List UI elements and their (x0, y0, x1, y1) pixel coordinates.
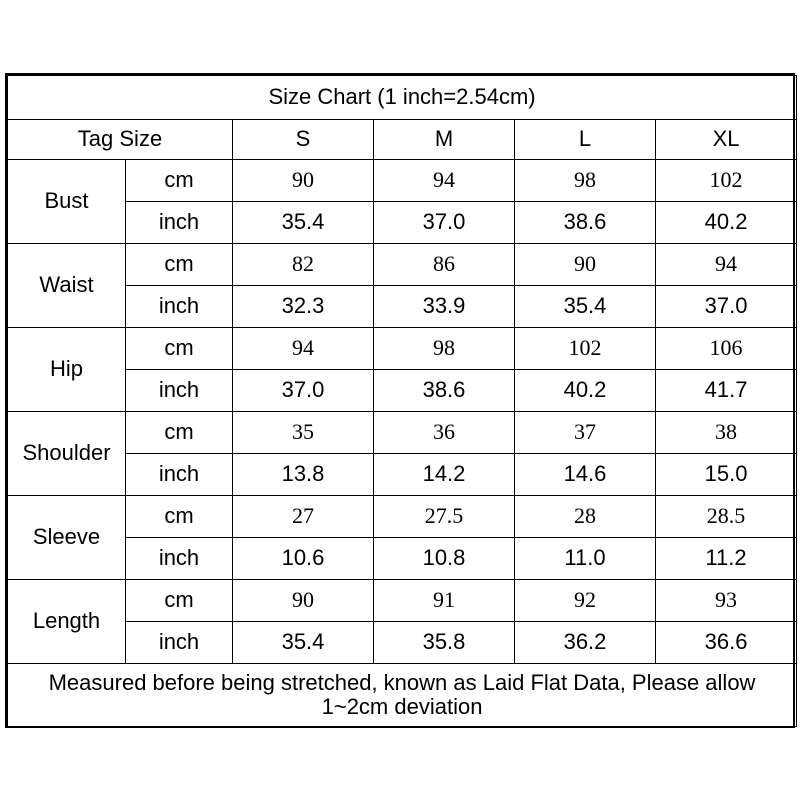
value-cell: 38 (656, 412, 797, 454)
value-cell: 90 (515, 244, 656, 286)
size-header-l: L (515, 120, 656, 160)
value-cell: 11.2 (656, 538, 797, 580)
table-row (8, 370, 797, 412)
value-cell: 94 (374, 160, 515, 202)
value-cell: 10.8 (374, 538, 515, 580)
value-cell: 36 (374, 412, 515, 454)
value-cell: 41.7 (656, 370, 797, 412)
unit-label-cm: cm (126, 412, 233, 454)
value-cell: 36.2 (515, 622, 656, 664)
unit-label-cm: cm (126, 160, 233, 202)
value-cell: 27 (233, 496, 374, 538)
unit-label-inch: inch (126, 622, 233, 664)
size-header-m: M (374, 120, 515, 160)
value-cell: 11.0 (515, 538, 656, 580)
value-cell: 28.5 (656, 496, 797, 538)
value-cell: 86 (374, 244, 515, 286)
value-cell: 37.0 (233, 370, 374, 412)
value-cell: 28 (515, 496, 656, 538)
value-cell: 98 (515, 160, 656, 202)
value-cell: 32.3 (233, 286, 374, 328)
unit-label-inch: inch (126, 202, 233, 244)
tag-size-header: Tag Size (8, 120, 233, 160)
value-cell: 93 (656, 580, 797, 622)
value-cell: 92 (515, 580, 656, 622)
table-row (8, 538, 797, 580)
value-cell: 37 (515, 412, 656, 454)
table-row (8, 622, 797, 664)
chart-title: Size Chart (1 inch=2.54cm) (8, 76, 797, 120)
table-row (8, 286, 797, 328)
value-cell: 13.8 (233, 454, 374, 496)
table-row (8, 412, 797, 454)
measure-label-hip: Hip (8, 328, 126, 412)
value-cell: 94 (656, 244, 797, 286)
footnote-line-2: 1~2cm deviation (321, 694, 483, 719)
unit-label-inch: inch (126, 286, 233, 328)
table-row (8, 580, 797, 622)
value-cell: 106 (656, 328, 797, 370)
value-cell: 90 (233, 580, 374, 622)
measure-label-bust: Bust (8, 160, 126, 244)
unit-label-inch: inch (126, 538, 233, 580)
value-cell: 14.2 (374, 454, 515, 496)
footnote (8, 664, 797, 727)
measure-label-waist: Waist (8, 244, 126, 328)
value-cell: 35.4 (233, 202, 374, 244)
table-row (8, 202, 797, 244)
value-cell: 14.6 (515, 454, 656, 496)
value-cell: 102 (656, 160, 797, 202)
value-cell: 37.0 (374, 202, 515, 244)
table-row (8, 244, 797, 286)
value-cell: 102 (515, 328, 656, 370)
value-cell: 35.8 (374, 622, 515, 664)
footnote-line-1: Measured before being stretched, known as Laid Flat Data, Please allow (48, 669, 756, 695)
table-row (8, 328, 797, 370)
value-cell: 15.0 (656, 454, 797, 496)
value-cell: 91 (374, 580, 515, 622)
value-cell: 98 (374, 328, 515, 370)
measure-label-shoulder: Shoulder (8, 412, 126, 496)
value-cell: 35 (233, 412, 374, 454)
value-cell: 36.6 (656, 622, 797, 664)
value-cell: 94 (233, 328, 374, 370)
value-cell: 10.6 (233, 538, 374, 580)
measure-label-sleeve: Sleeve (8, 496, 126, 580)
unit-label-inch: inch (126, 370, 233, 412)
value-cell: 35.4 (515, 286, 656, 328)
value-cell: 38.6 (374, 370, 515, 412)
value-cell: 35.4 (233, 622, 374, 664)
unit-label-inch: inch (126, 454, 233, 496)
unit-label-cm: cm (126, 328, 233, 370)
size-table (7, 75, 797, 727)
unit-label-cm: cm (126, 580, 233, 622)
table-row (8, 496, 797, 538)
header-row (8, 120, 797, 160)
size-header-xl: XL (656, 120, 797, 160)
value-cell: 82 (233, 244, 374, 286)
value-cell: 90 (233, 160, 374, 202)
value-cell: 40.2 (656, 202, 797, 244)
unit-label-cm: cm (126, 244, 233, 286)
value-cell: 37.0 (656, 286, 797, 328)
value-cell: 38.6 (515, 202, 656, 244)
table-row (8, 160, 797, 202)
value-cell: 27.5 (374, 496, 515, 538)
size-header-s: S (233, 120, 374, 160)
value-cell: 40.2 (515, 370, 656, 412)
measure-label-length: Length (8, 580, 126, 664)
unit-label-cm: cm (126, 496, 233, 538)
size-chart (5, 73, 795, 728)
value-cell: 33.9 (374, 286, 515, 328)
table-row (8, 454, 797, 496)
